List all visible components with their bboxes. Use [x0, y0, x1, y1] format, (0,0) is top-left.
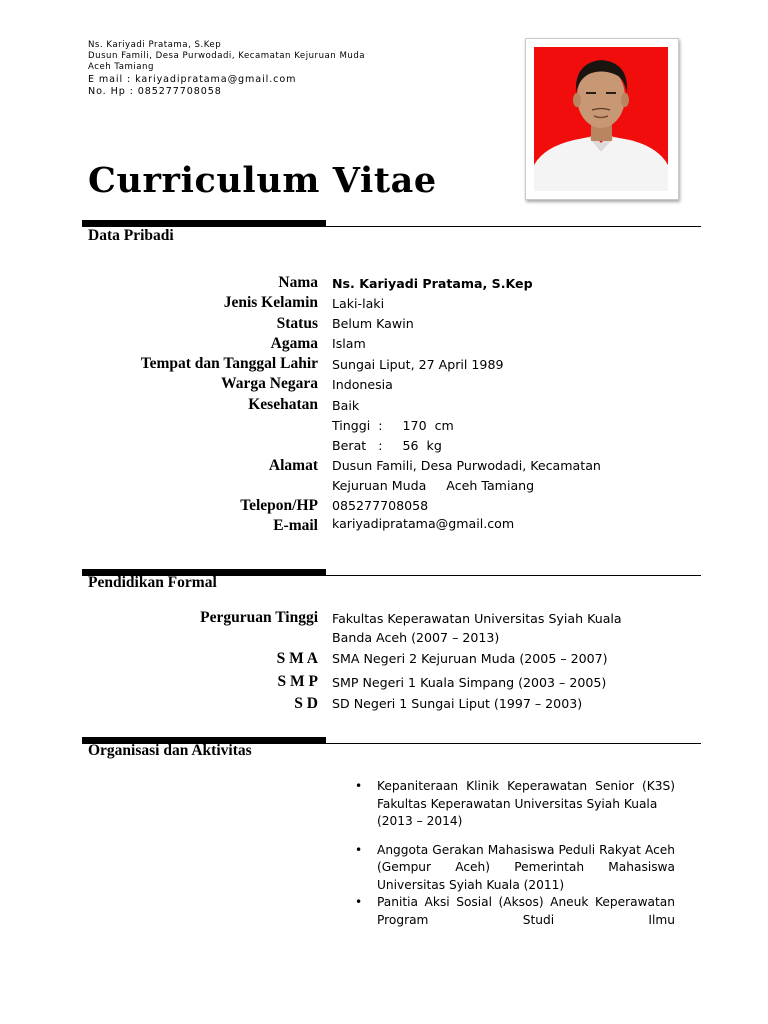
contact-phone: No. Hp : 085277708058: [88, 86, 222, 98]
value-sd: SD Negeri 1 Sungai Liput (1997 – 2003): [332, 696, 583, 711]
value-birth: Sungai Liput, 27 April 1989: [332, 357, 504, 372]
label-smp: S M P: [277, 673, 318, 690]
label-name: Nama: [278, 274, 318, 291]
value-health: Baik: [332, 398, 360, 413]
label-university: Perguruan Tinggi: [200, 609, 318, 626]
value-university-line1: Fakultas Keperawatan Universitas Syiah Kuala: [332, 611, 622, 626]
list-item-text: Kepaniteraan Klinik Keperawatan Senior (K3S) Fakultas Keperawatan Universitas Syiah Kuala: [377, 779, 675, 811]
contact-name: Ns. Kariyadi Pratama, S.Kep: [88, 40, 222, 50]
list-item-text: Anggota Gerakan Mahasiswa Peduli Rakyat Aceh (Gempur Aceh) Pemerintah Mahasiswa Universitas Syiah Kuala (2011): [377, 842, 675, 892]
bullet-icon: •: [355, 895, 363, 909]
list-item-continuation: [355, 813, 675, 831]
value-email: kariyadipratama@gmail.com: [332, 516, 515, 531]
value-university-line2: Banda Aceh (2007 – 2013): [332, 630, 500, 645]
value-address-line2: Kejuruan Muda Aceh Tamiang: [332, 478, 535, 493]
label-phone: Telepon/HP: [240, 497, 318, 514]
contact-address-line2: Aceh Tamiang: [88, 62, 154, 73]
contact-address-line1: Dusun Famili, Desa Purwodadi, Kecamatan Kejuruan Muda: [88, 51, 366, 62]
label-birth: Tempat dan Tanggal Lahir: [140, 355, 318, 372]
organization-list: [355, 778, 675, 929]
label-health: Kesehatan: [248, 396, 318, 413]
value-status: Belum Kawin: [332, 316, 414, 331]
section-heading-education: Pendidikan Formal: [88, 574, 217, 591]
label-sd: S D: [294, 695, 318, 712]
label-status: Status: [276, 315, 318, 332]
label-religion: Agama: [270, 335, 318, 352]
bullet-icon: •: [355, 779, 363, 793]
value-weight: Berat : 56 kg: [332, 438, 442, 453]
list-item: [355, 842, 675, 895]
label-email: E-mail: [273, 517, 318, 534]
value-gender: Laki-laki: [332, 296, 385, 311]
list-item-text: Panitia Aksi Sosial (Aksos) Aneuk Keperawatan Program Studi Ilmu: [377, 895, 675, 927]
section-heading-organization: Organisasi dan Aktivitas: [88, 742, 252, 759]
value-smp: SMP Negeri 1 Kuala Simpang (2003 – 2005): [332, 675, 607, 690]
value-religion: Islam: [332, 336, 366, 351]
bullet-icon: •: [355, 842, 363, 857]
label-citizenship: Warga Negara: [221, 375, 318, 392]
contact-email: E mail : kariyadipratama@gmail.com: [88, 73, 297, 85]
list-item: [355, 894, 675, 929]
value-address-line1: Dusun Famili, Desa Purwodadi, Kecamatan: [332, 458, 601, 473]
list-item: [355, 778, 675, 813]
value-sma: SMA Negeri 2 Kejuruan Muda (2005 – 2007): [332, 651, 608, 666]
list-item-text: (2013 – 2014): [377, 814, 463, 828]
value-phone: 085277708058: [332, 498, 429, 513]
section-divider-thin: [82, 226, 701, 227]
portrait-photo-icon: [534, 47, 668, 191]
label-address: Alamat: [268, 457, 318, 474]
value-citizenship: Indonesia: [332, 377, 393, 392]
contact-block: [88, 40, 365, 99]
value-height: Tinggi : 170 cm: [332, 418, 454, 433]
section-heading-personal: Data Pribadi: [88, 227, 174, 244]
label-gender: Jenis Kelamin: [223, 294, 318, 311]
portrait-photo: [525, 38, 679, 200]
label-sma: S M A: [276, 650, 318, 667]
value-name: Ns. Kariyadi Pratama, S.Kep: [332, 276, 533, 291]
document-title: Curriculum Vitae: [88, 160, 437, 201]
